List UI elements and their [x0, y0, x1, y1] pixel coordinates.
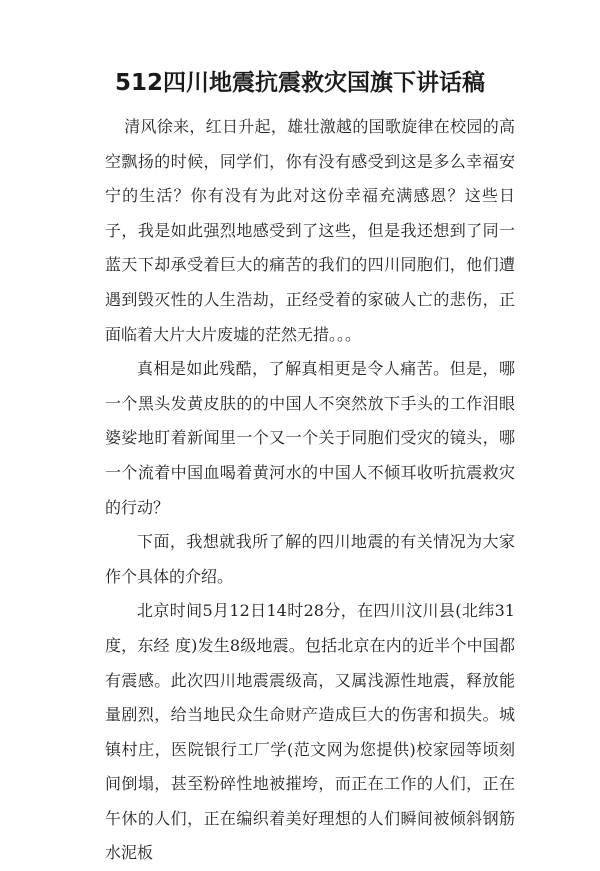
document-title: 512四川地震抗震救灾国旗下讲话稿 — [114, 70, 485, 96]
paragraph-2: 真相是如此残酷，了解真相更是令人痛苦。但是，哪一个黑头发黄皮肤的的中国人不突然放下手头的工作泪眼婆娑地盯着新闻里一个又一个关于同胞们受灾的镜头，哪一个流着中国血喝着黄河水的中国人不倾耳收听抗震救灾的行动？ — [105, 359, 515, 517]
paragraph-4: 北京时间5月12日14时28分，在四川汶川县(北纬31度，东经 度)发生8级地震。包括北京在内的近半个中国都有震感。此次四川地震震级高，又属浅源性地震，释放能量剧烈，给当地民众生命财产造成巨大的伤害和损失。城镇村庄，医院银行工厂学(范文网为您提供)校家园等顷刻间倒塌，甚至粉碎性地被摧垮，而正在工作的人们，正在午休的人们，正在编织着美好理想的人们瞬间被倾斜钢筋水泥板 — [105, 601, 515, 863]
paragraph-3: 下面，我想就我所了解的四川地震的有关情况为大家作个具体的介绍。 — [105, 532, 515, 586]
document-body — [105, 110, 515, 871]
paragraph-1: 清风徐来，红日升起，雄壮激越的国歌旋律在校园的高空飘扬的时候，同学们，你有没有感受到这是多么幸福安宁的生活？你有没有为此对这份幸福充满感恩？这些日子，我是如此强烈地感受到了这些，但是我还想到了同一蓝天下却承受着巨大的痛苦的我们的四川同胞们，他们遭遇到毁灭性的人生浩劫，正经受着的家破人亡的悲伤，正面临着大片大片废墟的茫然无措。。。 — [105, 117, 515, 344]
